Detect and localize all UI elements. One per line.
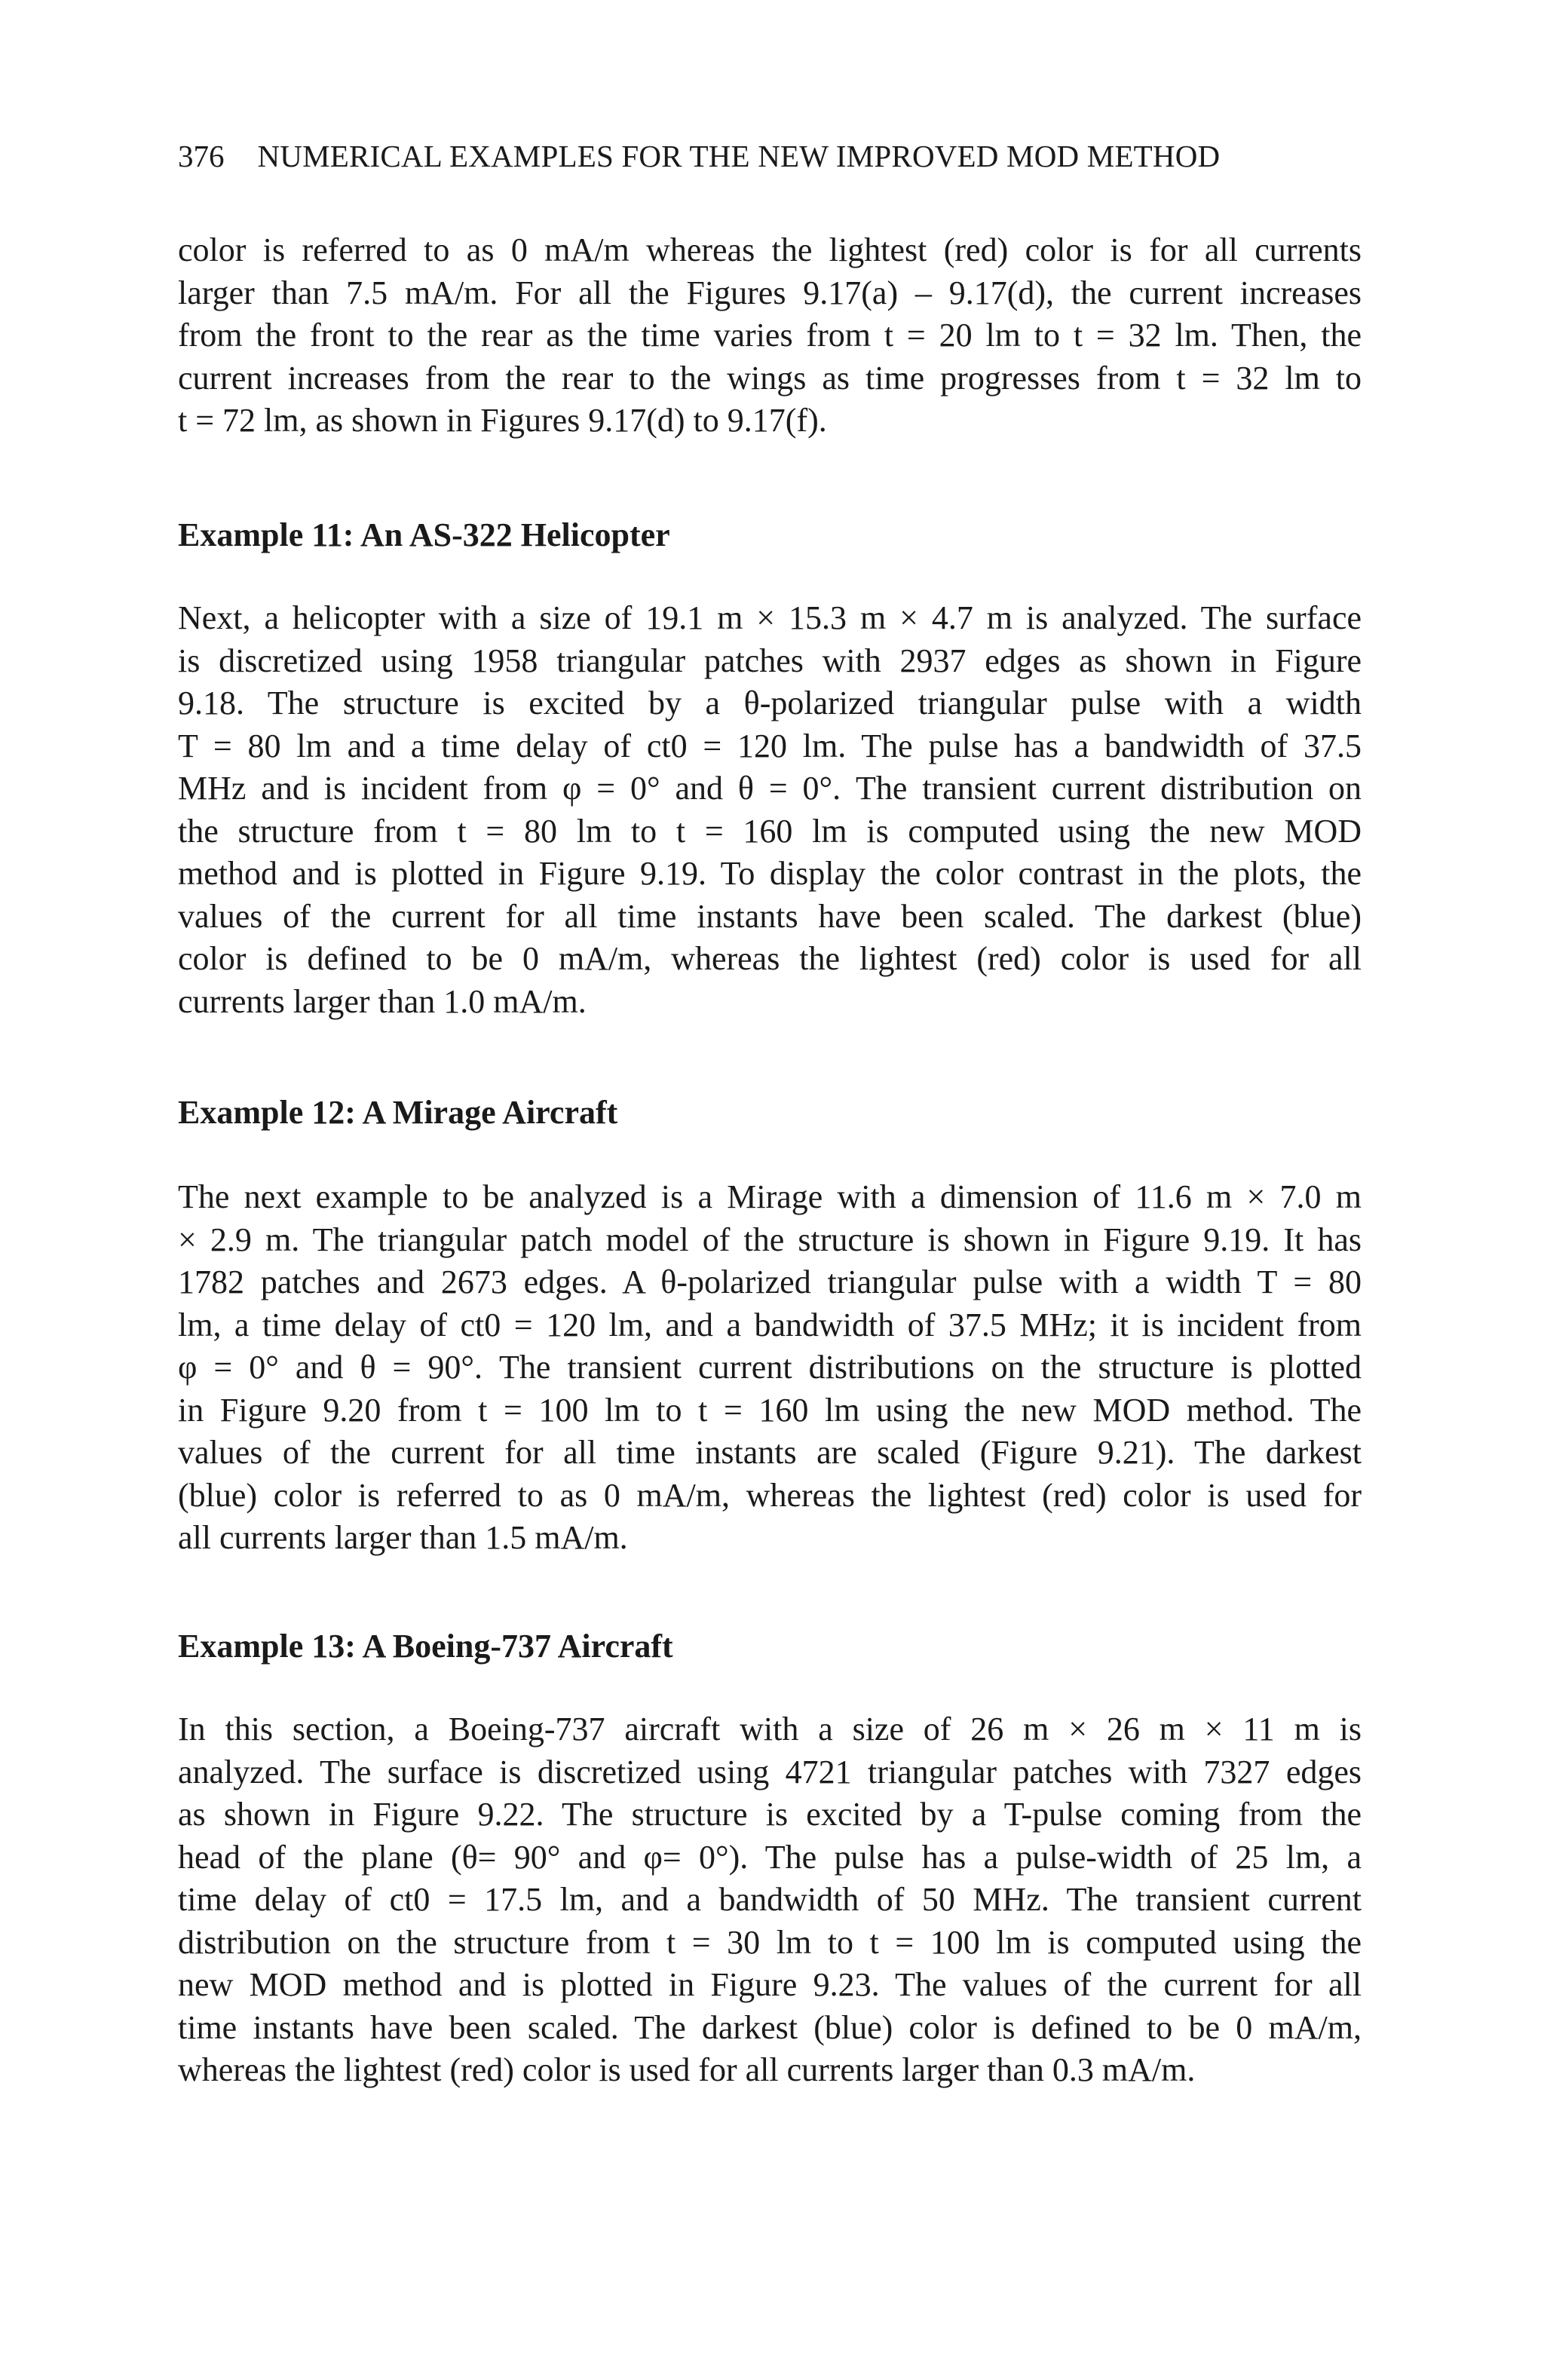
text-line: time instants have been scaled. The darkest (blue) color is defined to be 0 mA/m, xyxy=(178,2008,1362,2046)
text-line: × 2.9 m. The triangular patch model of the structure is shown in Figure 9.19. It has xyxy=(178,1221,1362,1258)
text-line: head of the plane (θ= 90° and φ= 0°). The pulse has a pulse-width of 25 lm, a xyxy=(178,1838,1362,1876)
text-line: φ = 0° and θ = 90°. The transient current distributions on the structure is plotted xyxy=(178,1349,1362,1386)
example-13-paragraph xyxy=(178,1708,1362,2092)
text-line: larger than 7.5 mA/m. For all the Figures 9.17(a) – 9.17(d), the current increases xyxy=(178,274,1362,311)
text-line: values of the current for all time instants are scaled (Figure 9.21). The darkest xyxy=(178,1434,1362,1471)
text-line: MHz and is incident from φ = 0° and θ = 0°. The transient current distribution on xyxy=(178,770,1362,807)
page-number: 376 xyxy=(178,139,225,173)
text-line: color is defined to be 0 mA/m, whereas the lightest (red) color is used for all xyxy=(178,940,1362,977)
text-line: the structure from t = 80 lm to t = 160 lm is computed using the new MOD xyxy=(178,812,1362,850)
text-line: T = 80 lm and a time delay of ct0 = 120 lm. The pulse has a bandwidth of 37.5 xyxy=(178,727,1362,764)
text-line: color is referred to as 0 mA/m whereas the lightest (red) color is for all currents xyxy=(178,231,1362,268)
text-line: as shown in Figure 9.22. The structure is excited by a T-pulse coming from the xyxy=(178,1796,1362,1833)
text-line: 9.18. The structure is excited by a θ-polarized triangular pulse with a width xyxy=(178,685,1362,721)
text-line: new MOD method and is plotted in Figure 9.23. The values of the current for all xyxy=(178,1966,1362,2003)
text-line: (blue) color is referred to as 0 mA/m, whereas the lightest (red) color is used for xyxy=(178,1476,1362,1514)
example-12-heading: Example 12: A Mirage Aircraft xyxy=(178,1094,618,1131)
text-line: all currents larger than 1.5 mA/m. xyxy=(178,1519,628,1556)
text-line: whereas the lightest (red) color is used for all currents larger than 0.3 mA/m. xyxy=(178,2051,1196,2088)
running-head xyxy=(178,137,1362,175)
text-line: lm, a time delay of ct0 = 120 lm, and a bandwidth of 37.5 MHz; it is incident from xyxy=(178,1306,1362,1343)
text-line: analyzed. The surface is discretized using 4721 triangular patches with 7327 edges xyxy=(178,1753,1362,1790)
text-line: currents larger than 1.0 mA/m. xyxy=(178,982,587,1020)
text-line: time delay of ct0 = 17.5 lm, and a bandwidth of 50 MHz. The transient current xyxy=(178,1881,1362,1918)
example-11-heading: Example 11: An AS-322 Helicopter xyxy=(178,516,670,553)
text-line: is discretized using 1958 triangular patches with 2937 edges as shown in Figure xyxy=(178,642,1362,679)
text-line: from the front to the rear as the time varies from t = 20 lm to t = 32 lm. Then, the xyxy=(178,317,1362,354)
text-line: t = 72 lm, as shown in Figures 9.17(d) to 9.17(f). xyxy=(178,402,827,439)
text-line: The next example to be analyzed is a Mirage with a dimension of 11.6 m × 7.0 m xyxy=(178,1178,1362,1215)
text-line: current increases from the rear to the wings as time progresses from t = 32 lm to xyxy=(178,359,1362,397)
text-line: in Figure 9.20 from t = 100 lm to t = 160 lm using the new MOD method. The xyxy=(178,1391,1362,1429)
example-12-paragraph xyxy=(178,1176,1362,1560)
text-line: Next, a helicopter with a size of 19.1 m × 15.3 m × 4.7 m is analyzed. The surface xyxy=(178,599,1362,636)
text-line: distribution on the structure from t = 30 lm to t = 100 lm is computed using the xyxy=(178,1923,1362,1961)
text-line: 1782 patches and 2673 edges. A θ-polarized triangular pulse with a width T = 80 xyxy=(178,1264,1362,1300)
example-11-paragraph xyxy=(178,597,1362,1023)
example-13-heading: Example 13: A Boeing-737 Aircraft xyxy=(178,1628,673,1665)
text-line: method and is plotted in Figure 9.19. To display the color contrast in the plots, the xyxy=(178,855,1362,892)
chapter-title: NUMERICAL EXAMPLES FOR THE NEW IMPROVED MOD METHOD xyxy=(257,139,1221,173)
text-line: In this section, a Boeing-737 aircraft with a size of 26 m × 26 m × 11 m is xyxy=(178,1711,1362,1747)
paragraph-continued xyxy=(178,229,1362,443)
text-line: values of the current for all time instants have been scaled. The darkest (blue) xyxy=(178,897,1362,935)
book-page xyxy=(178,0,1362,2380)
